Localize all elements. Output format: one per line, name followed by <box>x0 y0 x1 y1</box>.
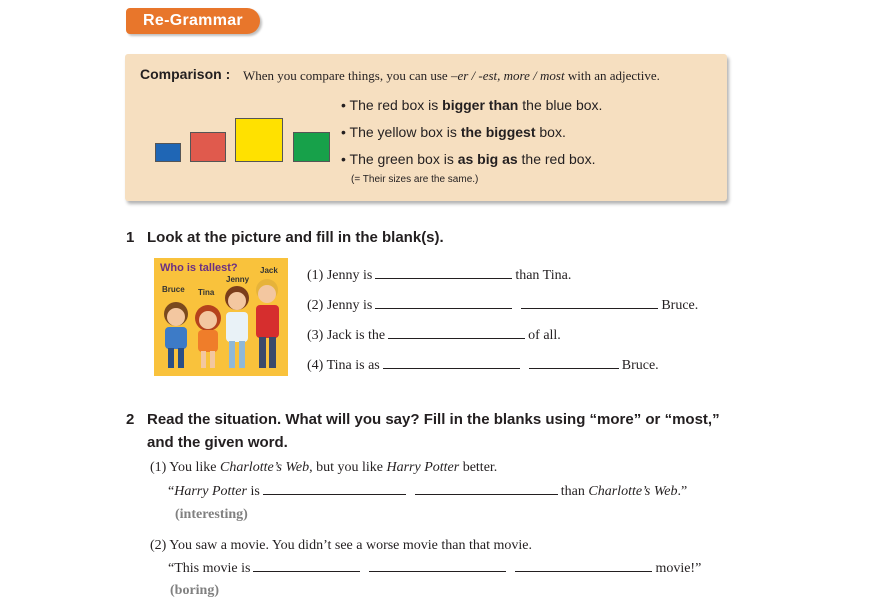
q1-item-4: (4) Tina is as Bruce. <box>307 358 659 373</box>
q1-item-1: (1) Jenny is than Tina. <box>307 268 572 283</box>
name-tina: Tina <box>198 288 215 297</box>
question-2-instruction-line1: Read the situation. What will you say? Fill in the blanks using “more” or “most,” <box>147 411 720 428</box>
name-bruce: Bruce <box>162 285 185 294</box>
comparison-description: When you compare things, you can use –er / -est, more / most with an adjective. <box>243 68 660 83</box>
question-2-number: 2 <box>126 411 135 428</box>
blank[interactable] <box>253 570 360 572</box>
blank[interactable] <box>388 337 525 339</box>
name-jenny: Jenny <box>226 275 250 284</box>
picture-title: Who is tallest? <box>160 262 238 274</box>
q2-situation-2: (2) You saw a movie. You didn’t see a worse movie than that movie. <box>150 538 532 553</box>
q2-answer-2: “This movie is movie!” <box>168 561 702 576</box>
q2-hint-2: (boring) <box>170 583 219 598</box>
blank[interactable] <box>375 277 512 279</box>
example-2: • The yellow box is the biggest box. <box>341 124 566 140</box>
example-1: • The red box is bigger than the blue box. <box>341 97 603 113</box>
q2-hint-1: (interesting) <box>175 507 248 522</box>
q1-item-2: (2) Jenny is Bruce. <box>307 298 699 313</box>
yellow-box <box>235 118 283 162</box>
blank[interactable] <box>529 367 619 369</box>
red-box <box>190 132 226 162</box>
comparison-title: Comparison : <box>140 66 231 82</box>
blank[interactable] <box>383 367 520 369</box>
q2-situation-1: (1) You like Charlotte’s Web, but you like Harry Potter better. <box>150 460 498 475</box>
blank[interactable] <box>375 307 512 309</box>
section-tag: Re-Grammar <box>126 8 260 34</box>
blank[interactable] <box>369 570 506 572</box>
question-1-instruction: Look at the picture and fill in the blank(s). <box>147 229 444 246</box>
green-box <box>293 132 330 162</box>
question-1-number: 1 <box>126 229 135 246</box>
q2-answer-1: “Harry Potter is than Charlotte’s Web.” <box>168 484 688 499</box>
example-3: • The green box is as big as the red box. <box>341 151 596 167</box>
example-note: (= Their sizes are the same.) <box>351 174 479 185</box>
blank[interactable] <box>521 307 658 309</box>
blank[interactable] <box>415 493 558 495</box>
kids-illustration <box>154 258 288 376</box>
kids-height-picture <box>154 258 288 376</box>
comparison-forms: –er / -est, more / most <box>450 68 565 83</box>
q1-item-3: (3) Jack is the of all. <box>307 328 561 343</box>
blank[interactable] <box>515 570 652 572</box>
name-jack: Jack <box>260 266 278 275</box>
question-2-instruction-line2: and the given word. <box>147 434 288 451</box>
comparison-box <box>125 54 727 201</box>
blank[interactable] <box>263 493 406 495</box>
blue-box <box>155 143 181 162</box>
